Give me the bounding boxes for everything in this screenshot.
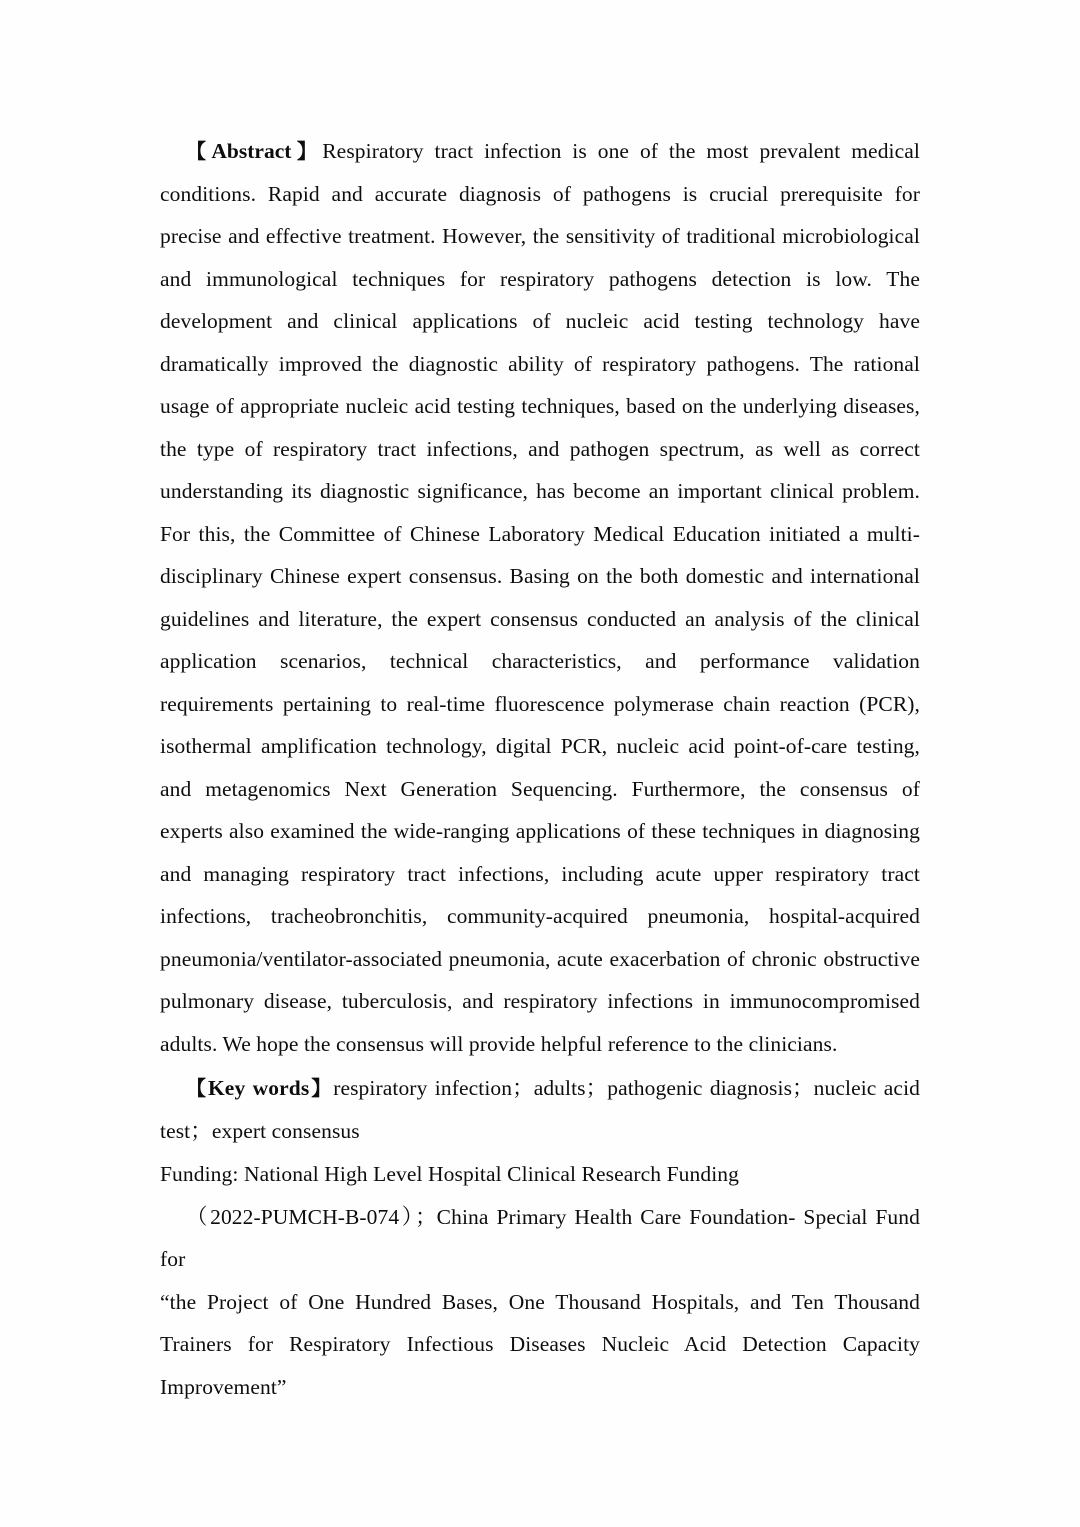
abstract-body: Respiratory tract infection is one of the most prevalent medical conditions. Rapid and accurate diagnosis of pathogens is crucial prerequisite for precise and effective treatment. However, the sensitivity of traditional microbiological and immunological techniques for respiratory pathogens detection is low. The development and clinical applications of nucleic acid testing technology have dramatically improved the diagnostic ability of respiratory pathogens. The rational usage of appropriate nucleic acid testing techniques, based on the underlying diseases, the type of respiratory tract infections, and pathogen spectrum, as well as correct understanding its diagnostic significance, has become an important clinical problem. For this, the Committee of Chinese Laboratory Medical Education initiated a multi-disciplinary Chinese expert consensus. Basing on the both domestic and international guidelines and literature, the expert consensus conducted an analysis of the clinical application scenarios, technical characteristics, and performance validation requirements pertaining to real-time fluorescence polymerase chain reaction (PCR), isothermal amplification technology, digital PCR, nucleic acid point-of-care testing, and metagenomics Next Generation Sequencing. Furthermore, the consensus of experts also examined the wide-ranging applications of these techniques in diagnosing and managing respiratory tract infections, including acute upper respiratory tract infections, tracheobronchitis, community-acquired pneumonia, hospital-acquired pneumonia/ventilator-associated pneumonia, acute exacerbation of chronic obstructive pulmonary disease, tuberculosis, and respiratory infections in immunocompromised adults. We hope the consensus will provide helpful reference to the clinicians. (160, 139, 920, 1056)
funding-label: Funding: (160, 1162, 239, 1186)
keywords-paragraph (160, 1067, 920, 1152)
funding-line-3 (160, 1281, 920, 1409)
funding-line-1 (160, 1153, 920, 1196)
keywords-label-text: Key words (207, 1076, 310, 1100)
funding-line-2 (160, 1196, 920, 1281)
abstract-label (186, 139, 322, 163)
keywords-body: respiratory infection；adults；pathogenic diagnosis；nucleic acid test；expert consensus (160, 1076, 920, 1143)
keywords-label (186, 1076, 333, 1100)
abstract-open-bracket: 【 (186, 139, 212, 163)
page-content (160, 130, 920, 1408)
keywords-open-bracket: 【 (186, 1076, 208, 1100)
funding-line3-text: “the Project of One Hundred Bases, One Thousand Hospitals, and Ten Thousand Trainers for Respiratory Infectious Diseases Nucleic Acid Detection Capacity Improvement” (160, 1289, 920, 1399)
abstract-paragraph (160, 130, 920, 1065)
keywords-close-bracket: 】 (309, 1076, 334, 1100)
abstract-close-bracket: 】 (291, 139, 323, 163)
abstract-label-text: Abstract (211, 139, 292, 163)
funding-line2-text: （2022-PUMCH-B-074）；China Primary Health Care Foundation- Special Fund for (160, 1204, 920, 1271)
funding-line1-text: National High Level Hospital Clinical Research Funding (243, 1162, 739, 1186)
